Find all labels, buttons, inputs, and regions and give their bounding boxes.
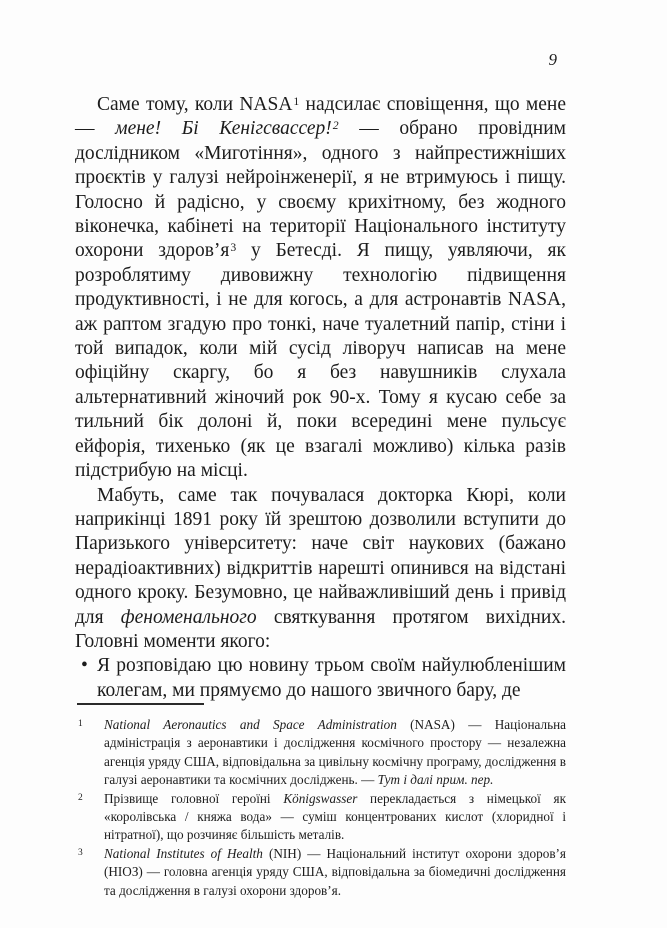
text-segment: Мабуть, саме так почувалася докторка Кюрі, коли наприкінці 1891 року їй зрештою дозволили вступити до Паризького університету: наче світ наукових (бажано нерадіоактивних) відкриттів нарешті опинився на відстані одного кроку. Безумовно, це найважливіший день і привід для [75,484,566,628]
text-segment: Königswasser [283,790,358,806]
page-number: 9 [548,50,557,69]
footnote-1-marker: 1 [78,719,83,729]
footnote-separator-rule [77,703,204,705]
text-segment: Прізвище головної героїні [104,790,284,806]
text-segment: мене! Бі Кенігсвассер! [115,118,332,140]
bullet-item-text [97,654,566,703]
text-segment: National Institutes of Health [104,845,263,861]
text-segment: у Бетесді. Я пищу, уявляючи, як розроблятиму дивовижну технологію підвищення продуктивності, і не для когось, а для астронавтів NASA, аж раптом згадую про тонкі, наче туалетний папір, стіни і той випадок, коли мій сусід ліворуч написав на мене офіційну скаргу, бо я без навушників слухала альтернативний жіночий рок 90-х. Тому я кусаю себе за тильний бік долоні й, поки всередині мене пульсує ейфорія, тихенько (як це взагалі можливо) кілька разів підстрибую на місці. [75,240,566,482]
text-segment: Саме тому, коли NASA [97,94,293,115]
footnote-1 [75,716,566,790]
footnote-2-marker: 2 [78,792,83,803]
text-segment: перекладається з німецької як «королівська / княжа вода» — суміш концентрованих кислот (хлоридної і нітратної), що розчиняє більшість металів. [104,790,566,843]
text-segment: Я розповідаю цю новину трьом своїм найулюбленішим колегам, ми прямуємо до нашого звичного бару, де [97,655,566,701]
text-segment: National Aeronautics and Space Administration [104,717,397,732]
footnote-2 [75,790,566,845]
text-segment: (NIH) — Національний інститут охорони здоров’я (НІОЗ) — головна агенція уряду США, відповідальна за біомедичні дослідження та дослідження в галузі охорони здоров’я. [104,845,566,898]
text-segment: — обрано провідним дослідником «Миготіння», одного з найпрестижніших проєктів у галузі нейроінженерії, я не втримуюсь і пищу. Голосно й радісно, у своєму крихітному, без жодного віконечка, кабінеті на території Національного інституту охорони здоров’я [75,118,566,262]
text-segment: 2 [332,119,339,133]
bullet-list-item [75,654,566,703]
footnote-1-text [104,717,566,787]
footnote-3-marker: 3 [78,847,83,858]
text-segment: 1 [293,94,300,108]
text-segment: феноменального [120,606,257,628]
paragraph-1 [75,93,566,484]
text-segment: (NASA) — Національна адміністрація з аеронавтики і дослідження космічного простору — незалежна агенція уряду США, відповідальна за цивільну космічну програму, дослідження в галузі аеронавтики та космічних досліджень. — [104,717,566,788]
paragraph-2 [75,484,566,655]
footnote-3 [75,845,566,900]
text-segment: святкування протягом вихідних. Головні моменти якого: [75,606,566,652]
footnotes-section [75,703,566,900]
footnote-3-text [104,846,566,898]
text-segment: надсилає сповіщення, що мене — [75,94,566,140]
text-segment: 3 [230,241,237,255]
bullet-icon: • [81,655,88,677]
body-text [75,93,566,703]
footnote-2-text [104,791,566,843]
text-segment: Тут і далі прим. пер. [377,772,494,788]
